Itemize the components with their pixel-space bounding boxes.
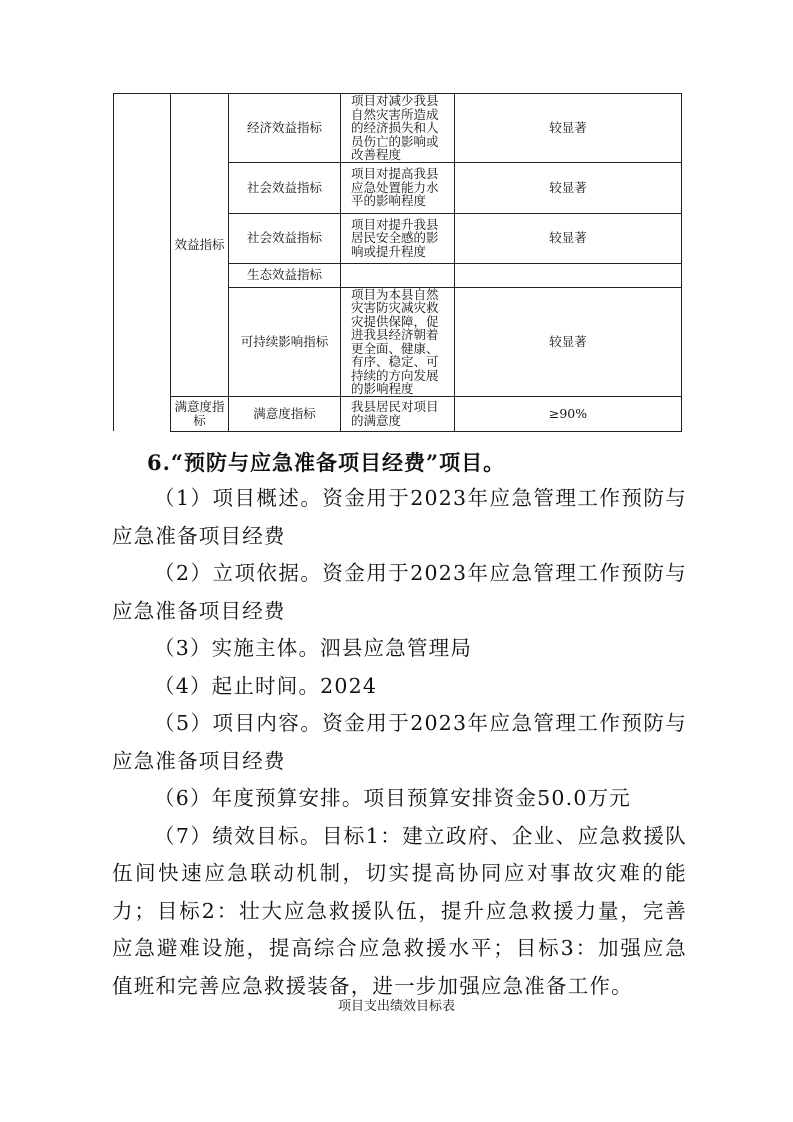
indicator-content-cell [341,263,455,287]
indicator-content-cell: 项目对减少我县自然灾害所造成的经济损失和人员伤亡的影响或改善程度 [341,94,455,163]
indicator-content-cell: 项目为本县自然灾害防灾减灾救灾提供保障，促进我县经济朝着更全面、健康、有序、稳定、可持续的方向发展的影响程度 [341,287,455,396]
paragraph-overview: （1）项目概述。资金用于2023年应急管理工作预防与应急准备项目经费 [112,486,687,548]
sub-indicator-cell: 生态效益指标 [229,263,341,287]
indicator-value-cell: 较显著 [455,162,682,213]
sub-indicator-cell: 可持续影响指标 [229,287,341,396]
indicator-value-cell: 较显著 [455,213,682,263]
sub-indicator-cell: 社会效益指标 [229,162,341,213]
level1-indicator-cell [114,94,171,432]
table-caption: 项目支出绩效目标表 [337,999,455,1014]
indicator-content-cell: 我县居民对项目的满意度 [341,396,455,431]
section-body [112,480,687,1005]
indicator-value-cell: 较显著 [455,94,682,163]
paragraph-budget: （6）年度预算安排。项目预算安排资金50.0万元 [154,786,631,810]
paragraph-period: （4）起止时间。2024 [154,673,378,698]
sub-indicator-cell: 经济效益指标 [229,94,341,163]
section-heading: 6.“预防与应急准备项目经费”项目。 [147,450,506,475]
paragraph-basis: （2）立项依据。资金用于2023年应急管理工作预防与应急准备项目经费 [112,561,687,623]
indicator-content-cell: 项目对提高我县应急处置能力水平的影响程度 [341,162,455,213]
benefit-group-cell: 效益指标 [171,94,229,397]
satisfaction-group-cell: 满意度指标 [171,396,229,431]
indicator-value-cell [455,263,682,287]
performance-table [113,93,682,432]
sub-indicator-cell: 社会效益指标 [229,213,341,263]
table-row [114,396,682,431]
indicator-value-cell: ≥90% [455,396,682,431]
indicator-content-cell: 项目对提升我县居民安全感的影响或提升程度 [341,213,455,263]
paragraph-goals: （7）绩效目标。目标1：建立政府、企业、应急救援队伍间快速应急联动机制，切实提高协同应对事故灾难的能力；目标2：壮大应急救援队伍，提升应急救援力量，完善应急避难设施，提高综合应急救援水平；目标3：加强应急值班和完善应急救援装备，进一步加强应急准备工作。 [112,823,687,998]
sub-indicator-cell: 满意度指标 [229,396,341,431]
paragraph-implementer: （3）实施主体。泗县应急管理局 [154,636,473,660]
paragraph-content: （5）项目内容。资金用于2023年应急管理工作预防与应急准备项目经费 [112,711,687,773]
indicator-value-cell: 较显著 [455,287,682,396]
table-row [114,94,682,163]
